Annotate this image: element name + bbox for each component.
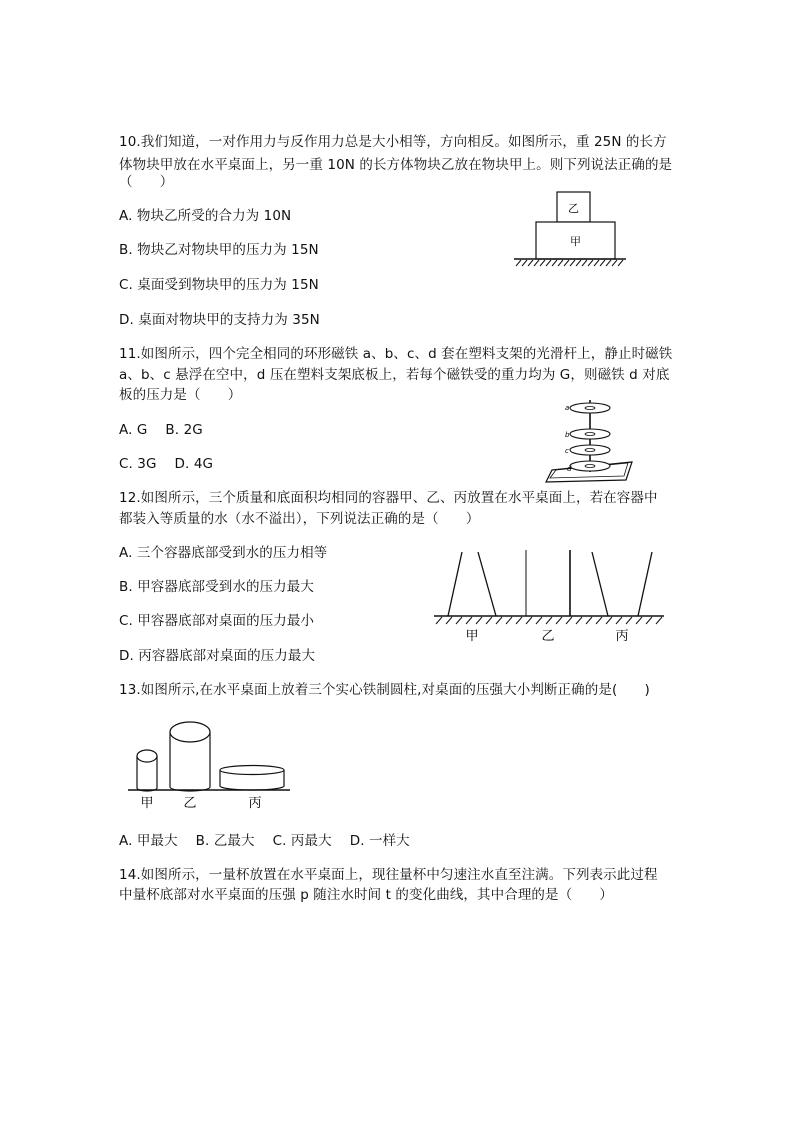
label-yi: 乙 [183, 796, 197, 811]
label-bing: 丙 [615, 629, 629, 644]
q12-option-c: C. 甲容器底部对桌面的压力最小 [119, 613, 315, 629]
label-bing: 丙 [248, 796, 262, 811]
q10-stem-line-1: 10.我们知道，一对作用力与反作用力总是大小相等，方向相反。如图所示，重 25N 的长方 [119, 134, 667, 150]
cylinder-bing [220, 766, 284, 791]
q14-stem-line-2: 中量杯底部对水平桌面的压强 p 随注水时间 t 的变化曲线，其中合理的是（ ） [119, 887, 614, 903]
magnet-ring-a [570, 403, 610, 413]
label-b: b [565, 431, 570, 439]
q14-stem-line-1: 14.如图所示，一量杯放置在水平桌面上，现往量杯中匀速注水直至注满。下列表示此过程 [119, 867, 658, 883]
label-jia: 甲 [465, 629, 479, 644]
q11-stem-line-3: 板的压力是（ ） [119, 387, 242, 403]
magnet-ring-d [570, 461, 610, 471]
q11-stem-line-1: 11.如图所示，四个完全相同的环形磁铁 a、b、c、d 套在塑料支架的光滑杆上，静止时磁铁 [119, 346, 673, 362]
q13-options: A. 甲最大 B. 乙最大 C. 丙最大 D. 一样大 [119, 833, 410, 849]
q10-option-c: C. 桌面受到物块甲的压力为 15N [119, 277, 319, 293]
cylinder-yi [170, 722, 210, 791]
q12-option-b: B. 甲容器底部受到水的压力最大 [119, 579, 314, 595]
magnet-ring-b [570, 429, 610, 439]
label-c: c [565, 447, 569, 455]
q12-stem-line-1: 12.如图所示，三个质量和底面积均相同的容器甲、乙、丙放置在水平桌面上，若在容器中 [119, 490, 658, 506]
q11-option-row-2: C. 3G D. 4G [119, 456, 214, 472]
label-yi: 乙 [541, 629, 555, 644]
magnet-ring-c [570, 445, 610, 455]
q13-cylinders-figure [120, 714, 295, 814]
label-d: d [567, 465, 572, 473]
q10-option-b: B. 物块乙对物块甲的压力为 15N [119, 242, 319, 258]
q12-option-d: D. 丙容器底部对桌面的压力最大 [119, 648, 316, 664]
container-jia [448, 552, 496, 616]
block-jia-label: 甲 [570, 235, 581, 248]
q11-stem-line-2: a、b、c 悬浮在空中，d 压在塑料支架底板上，若每个磁铁受的重力均为 G，则磁铁 d 对底 [119, 367, 670, 383]
table-hatch [436, 617, 662, 624]
q11-option-row-1: A. G B. 2G [119, 422, 203, 438]
q12-stem-line-2: 都装入等质量的水（水不溢出），下列说法正确的是（ ） [119, 511, 480, 527]
q10-blocks-figure [510, 188, 630, 272]
label-a: a [565, 404, 570, 412]
q10-option-a: A. 物块乙所受的合力为 10N [119, 208, 292, 224]
q10-option-d: D. 桌面对物块甲的支持力为 35N [119, 312, 320, 328]
cylinder-jia [137, 750, 157, 791]
q12-option-a: A. 三个容器底部受到水的压力相等 [119, 545, 328, 561]
label-jia: 甲 [140, 796, 154, 811]
q12-containers-figure [430, 546, 670, 646]
q11-magnets-figure [540, 396, 640, 486]
q10-stem-line-2: 体物块甲放在水平桌面上，另一重 10N 的长方体物块乙放在物块甲上。则下列说法正确的是 [119, 157, 673, 173]
table-hatch [516, 260, 623, 266]
block-yi-label: 乙 [568, 202, 579, 215]
container-bing [592, 552, 652, 616]
q13-stem: 13.如图所示,在水平桌面上放着三个实心铁制圆柱,对桌面的压强大小判断正确的是( ) [119, 682, 650, 698]
q10-stem-line-3: （ ） [119, 174, 174, 190]
container-yi [526, 550, 570, 616]
